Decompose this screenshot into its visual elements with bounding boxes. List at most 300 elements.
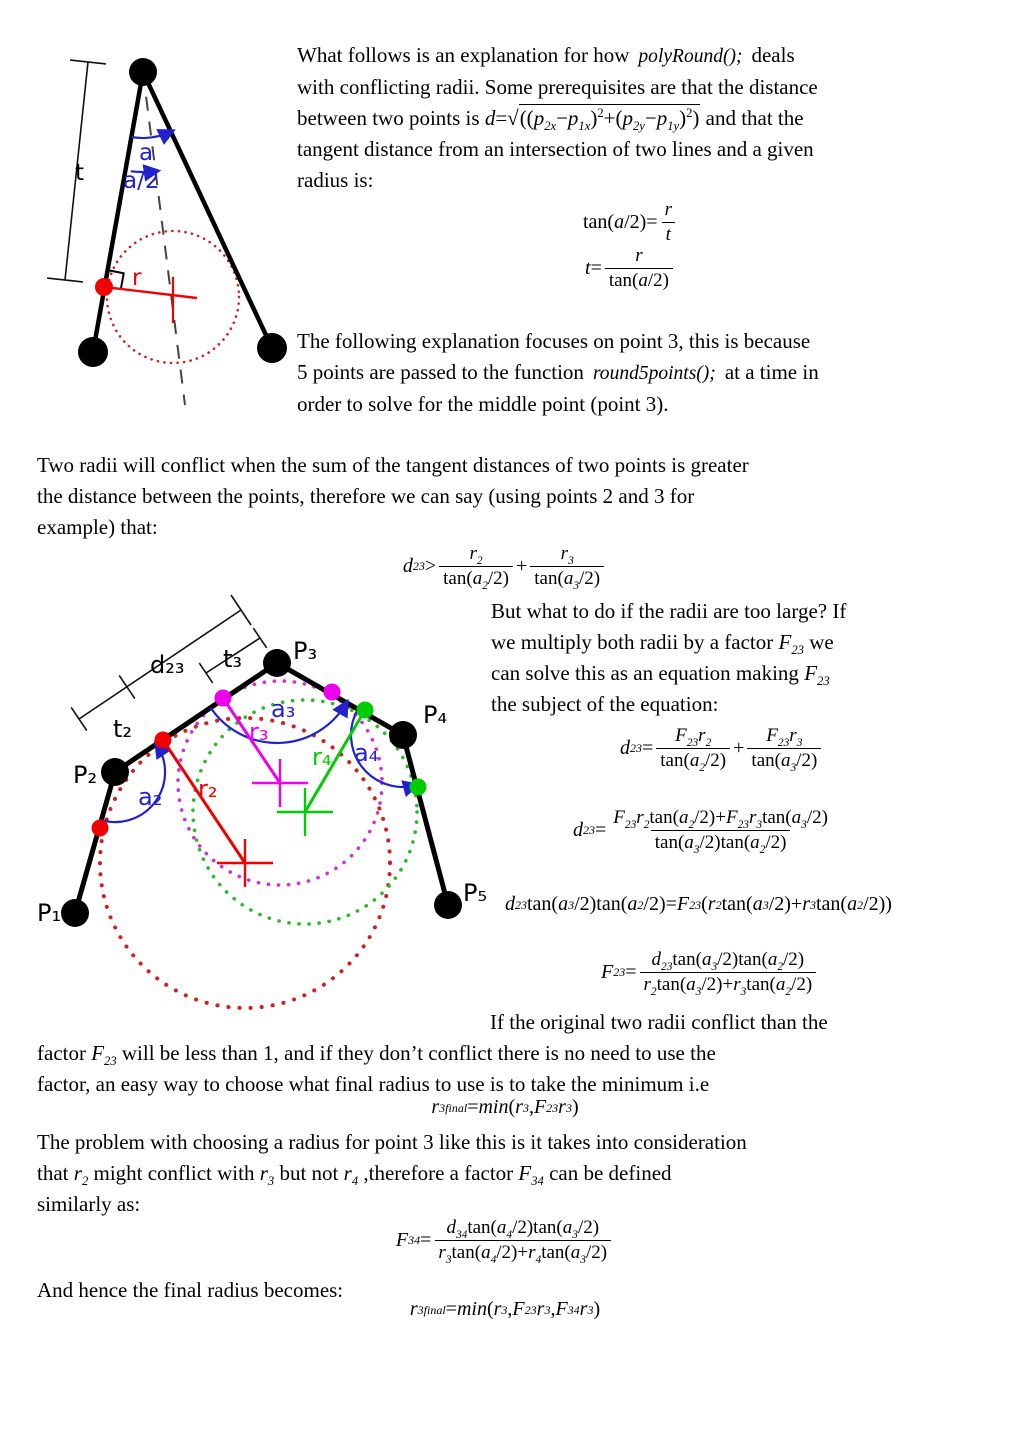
math-token: 2 (785, 985, 792, 998)
math-token (37, 1069, 716, 1100)
math-token: p (533, 106, 545, 130)
math-token: /2)+ (694, 807, 726, 828)
label-a4: a₄ (354, 739, 379, 767)
math-token: 3 (801, 818, 807, 831)
math-token: r (493, 1298, 502, 1320)
math-token: F (778, 630, 792, 654)
math-token: 2 (643, 818, 650, 831)
math-token: d (620, 736, 630, 759)
math-token: a (481, 1241, 491, 1263)
tangent-point-dot (410, 779, 427, 796)
label-a2: a₂ (138, 783, 163, 811)
math-token: tan( (451, 1241, 482, 1263)
label-d23: d₂₃ (150, 651, 185, 679)
math-token (747, 748, 821, 773)
math-token: and that the (700, 106, 804, 130)
vertex-dot (101, 758, 129, 786)
math-token: 23 (104, 1054, 117, 1069)
math-token: 2 (777, 960, 784, 973)
math-token: − (556, 106, 568, 130)
math-token: a (767, 949, 778, 970)
math-token: 2x (544, 119, 557, 134)
math-token: ( (701, 893, 708, 915)
math-token: tan( (534, 567, 564, 589)
label-t: t (75, 160, 85, 186)
math-token: the distance between the points, therefore we can say (using points 2 and 3 for (37, 484, 695, 508)
math-token: 3 (445, 1253, 452, 1266)
radius-line (104, 287, 197, 298)
math-token (297, 326, 819, 357)
math-token: 2 (81, 1174, 89, 1189)
math-token: a (689, 749, 700, 771)
math-token: tan( (672, 949, 702, 970)
math-token: tan( (467, 1217, 497, 1238)
math-token: 3 (693, 843, 700, 856)
math-token: 3 (711, 960, 718, 973)
math-token (297, 357, 819, 389)
math-token: /2) (585, 1241, 608, 1263)
math-token: 34 (531, 1174, 544, 1189)
math-token: 3 (695, 985, 702, 998)
math-token: r (707, 893, 716, 915)
vertex-dot (129, 58, 157, 86)
math-token (491, 689, 846, 720)
math-token: tan( (649, 807, 679, 828)
label-t2: t₂ (113, 715, 133, 743)
math-token: d (573, 818, 583, 841)
math-token: /2) (765, 831, 787, 853)
math-token: tangent distance from an intersection of two lines and a given (297, 137, 814, 161)
math-token: What follows is an explanation for how (297, 43, 630, 67)
math-token (656, 748, 730, 773)
math-token: d (446, 1217, 456, 1238)
math-token: F (804, 661, 818, 685)
math-token: /2) (705, 749, 727, 771)
math-token: 2 (650, 985, 657, 998)
math-token: r (515, 1096, 523, 1118)
math-token: 23 (737, 818, 749, 831)
math-token: , (507, 1298, 513, 1320)
label-p5: P₅ (463, 879, 488, 907)
math-token (434, 1216, 611, 1265)
math-token (491, 596, 846, 627)
formula-d23-expanded: d 23 = $\frac{F_{23}r_2\tan(a_2/2)+F_{23}r_3\tan(a_3/2)}{\tan(a_3/2)\tan(a_2/2)}$ (573, 806, 835, 855)
math-token: ) (692, 106, 700, 130)
math-token (747, 724, 821, 773)
math-token: 23 (624, 818, 637, 831)
math-token: a (638, 269, 648, 291)
formula-d23-inequality: d 23 > $\frac{r_2}{\tan(a_2/2)}$ + $\frac{r_3}{\tan(a_3/2)}$ (403, 542, 607, 591)
math-token (605, 268, 673, 293)
math-token (491, 658, 846, 689)
math-token: d (505, 893, 515, 915)
math-token (297, 389, 819, 420)
math-token: + (516, 554, 528, 577)
paragraph-focus (297, 326, 819, 420)
math-token: tan( (527, 893, 559, 915)
math-token: a (614, 210, 625, 233)
math-token: ( (508, 1096, 516, 1118)
math-token: 3 (573, 579, 580, 592)
math-token: d (651, 949, 662, 970)
math-token: we multiply both radii by a factor (491, 630, 779, 654)
math-token: /2)= (624, 210, 658, 233)
math-token: a (563, 567, 574, 589)
math-token: , (550, 1298, 556, 1320)
math-token (37, 1189, 747, 1220)
math-token: p (656, 106, 668, 130)
math-token (648, 948, 809, 972)
math-token: 23 (817, 674, 830, 689)
math-token: 3 (572, 1228, 578, 1241)
polyline-segment (93, 72, 143, 352)
math-token: similarly as: (37, 1192, 141, 1216)
math-token: F (533, 1096, 547, 1118)
math-token: might conflict with (88, 1161, 260, 1185)
math-token: ) (593, 1298, 601, 1320)
math-token: F (395, 1228, 409, 1251)
t2-dimension-tick (119, 675, 135, 698)
math-token: /2) (487, 567, 509, 589)
math-token: F (518, 1161, 532, 1185)
math-token: 23 (777, 736, 790, 749)
math-token: r (733, 973, 741, 995)
math-token: /2)= (643, 893, 677, 915)
label-a-half: a/2 (123, 168, 160, 194)
tangent-point-dot (215, 690, 232, 707)
math-token (661, 198, 676, 247)
math-token: Two radii will conflict when the sum of the tangent distances of two points is greater (37, 453, 749, 477)
math-token: If the original two radii conflict than the (490, 1010, 828, 1034)
math-token (661, 198, 676, 222)
math-token: r (73, 1161, 82, 1185)
math-token: a (847, 893, 858, 915)
math-token: the subject of the equation: (491, 692, 719, 716)
math-token: 2 (688, 818, 695, 831)
math-token: /2) (806, 807, 828, 828)
math-token (491, 627, 846, 658)
math-token: /2)tan( (512, 1217, 563, 1238)
math-token: − (644, 106, 657, 130)
math-token: > (424, 554, 437, 577)
math-token: r (431, 1096, 440, 1118)
math-token: between two points is (297, 106, 485, 130)
math-token: 2y (632, 119, 645, 134)
paragraph-factor-question (491, 596, 846, 720)
math-token: /2) (579, 567, 601, 589)
math-token: The following explanation focuses on point 3, this is because (297, 329, 811, 353)
math-token: r (409, 1298, 418, 1320)
math-token (37, 1275, 343, 1306)
math-token: r (438, 1241, 446, 1263)
math-token: = (495, 106, 508, 130)
math-token: t (585, 256, 591, 279)
tangent-point-dot (95, 278, 113, 296)
math-token: = (445, 1298, 457, 1320)
math-token (37, 1127, 747, 1158)
math-token: 2 (476, 554, 483, 567)
math-token (519, 104, 701, 134)
math-token: radius is: (297, 168, 374, 192)
math-token: d (484, 106, 496, 130)
math-token: a (472, 567, 483, 589)
paragraph-final-radius (37, 1275, 343, 1306)
math-token: a (558, 893, 569, 915)
math-token: tan( (541, 1241, 571, 1263)
math-token: that (37, 1161, 74, 1185)
math-token: ) (590, 106, 598, 130)
math-token: /2) (577, 1217, 600, 1238)
math-token: polyRound(); (638, 46, 743, 67)
math-token: /2)+ (768, 893, 803, 915)
math-token: min (478, 1096, 509, 1118)
math-token: F (555, 1298, 568, 1320)
math-token: a (752, 893, 763, 915)
math-token: 2 (482, 579, 488, 592)
math-token: r (528, 1241, 536, 1263)
vertex-dot (263, 649, 291, 677)
math-token: a (678, 807, 689, 828)
math-token: 4 (506, 1228, 513, 1241)
math-token (442, 1216, 603, 1240)
math-token (439, 542, 513, 591)
math-token: /2)tan( (717, 949, 768, 970)
math-token: a (562, 1217, 573, 1238)
formula-tangent (583, 198, 679, 247)
math-token: The problem with choosing a radius for point 3 like this is it takes into consideration (37, 1130, 747, 1154)
math-token: a (701, 949, 712, 970)
math-token: = (595, 818, 607, 841)
math-token: can solve this as an equation making (491, 661, 805, 685)
t3-dimension-tick (199, 663, 212, 683)
math-token: 2 (759, 843, 766, 856)
math-token: +( (603, 106, 623, 130)
math-token: round5points(); (592, 363, 716, 384)
math-token (640, 972, 817, 997)
polyline-segment (143, 72, 272, 348)
math-token (434, 1240, 611, 1265)
math-token: a (780, 749, 791, 771)
math-token: tan( (443, 567, 473, 589)
math-token: 2 (597, 106, 604, 120)
math-token (297, 72, 818, 103)
label-p4: P₄ (423, 701, 448, 729)
formula-r3final-min: r 3final = min ( r 3 , F 23 r 3 ) (431, 1096, 579, 1118)
math-token: 3 (740, 985, 747, 998)
math-token: /2)) (863, 893, 892, 915)
math-token (631, 244, 646, 268)
label-a: a (139, 140, 154, 166)
math-token: ( (486, 1298, 494, 1320)
math-token: 5 points are passed to the function (297, 360, 584, 384)
math-token: r (643, 973, 651, 995)
math-token: will be less than 1, and if they don’t conflict there is no need to use the (116, 1041, 716, 1065)
math-token: 1y (667, 119, 680, 134)
math-token: = (642, 736, 654, 759)
math-token (37, 1038, 716, 1069)
math-token (762, 724, 806, 748)
math-token: tan( (654, 831, 685, 853)
vertex-dot (434, 891, 462, 919)
math-token: = (625, 960, 637, 983)
label-p3: P₃ (293, 637, 318, 665)
math-token: 4 (490, 1253, 497, 1266)
math-token (37, 481, 749, 512)
math-token: F (91, 1041, 105, 1065)
label-r2: r₂ (198, 775, 218, 803)
math-token: 3 (267, 1174, 275, 1189)
polyline-radii-diagram (25, 593, 510, 1033)
math-token: /2)tan( (574, 893, 628, 915)
math-token: with conflicting radii. Some prerequisites are that the distance (297, 75, 818, 99)
formula-f23: F 23 = $\frac{d_{23}\tan(a_3/2)\tan(a_2/2)}{r_2\tan(a_3/2)+r_3\tan(a_2/2)}$ (601, 948, 819, 997)
math-token: a (791, 807, 802, 828)
math-token: r (789, 725, 797, 746)
math-token: r (536, 1298, 545, 1320)
formula-r3final-full: r 3final = min ( r 3 , F 23 r 3 , F 34 r 3 ) (409, 1298, 601, 1320)
math-token: ) (679, 106, 687, 130)
math-token: r (748, 807, 757, 828)
math-token: a (684, 831, 694, 853)
math-token: but not (274, 1161, 344, 1185)
math-token (530, 542, 604, 591)
tangent-point-dot (324, 684, 341, 701)
math-token: r (802, 893, 810, 915)
math-token: a (627, 893, 638, 915)
formula-f34: F 34 = $\frac{d_{34}\tan(a_4/2)\tan(a_3/2)}{r_3\tan(a_4/2)+r_4\tan(a_3/2)}$ (396, 1216, 614, 1265)
math-token: 3 (568, 554, 574, 567)
math-token: tan( (721, 893, 753, 915)
math-token (640, 948, 817, 997)
math-token: d (402, 554, 413, 577)
math-token: tan( (583, 210, 615, 233)
math-token: tan( (815, 893, 848, 915)
math-token: factor (37, 1041, 92, 1065)
math-token (297, 134, 818, 165)
math-token: min (456, 1298, 487, 1320)
math-token: 1x (578, 119, 591, 134)
math-token: /2) (647, 269, 669, 291)
math-token: r (259, 1161, 268, 1185)
math-token: /2) (783, 949, 805, 970)
math-token (37, 512, 749, 543)
math-token: (( (519, 106, 534, 130)
math-token: /2)+ (701, 973, 734, 995)
math-token: 2 (699, 761, 706, 774)
vertex-dot (78, 337, 108, 367)
math-token: example) that: (37, 515, 158, 539)
math-token (297, 103, 818, 134)
math-token (651, 830, 791, 855)
math-token: F (601, 960, 614, 983)
math-token: 3 (756, 818, 763, 831)
math-token: F (512, 1298, 525, 1320)
math-token: tan( (746, 973, 776, 995)
math-token (466, 542, 487, 566)
d23-dimension-tick (231, 595, 251, 625)
math-token: we (803, 630, 834, 654)
math-token (490, 1007, 828, 1038)
tangent-point-dot (155, 732, 172, 749)
math-token (671, 724, 715, 748)
paragraph-conflict (37, 450, 749, 543)
math-token: 4 (535, 1253, 542, 1266)
math-token: /2) (796, 749, 818, 771)
label-r: r (132, 265, 142, 291)
math-token: tan( (660, 749, 690, 771)
math-token: tan( (608, 269, 639, 291)
label-p2: P₂ (73, 761, 98, 789)
math-token: + (733, 736, 745, 759)
math-token: 3 (796, 736, 803, 749)
math-token: ,therefore a factor (358, 1161, 519, 1185)
math-token: p (622, 106, 633, 130)
formula-d23-factored: d 23 = $\frac{F_{23}r_2}{\tan(a_2/2)}$ + $\frac{F_{23}r_3}{\tan(a_3/2)}$ (620, 724, 824, 773)
math-token: tan( (762, 807, 792, 828)
math-token: r (635, 245, 643, 266)
math-token: r (469, 543, 477, 564)
math-token: 3 (790, 761, 797, 774)
math-token: , (528, 1096, 534, 1118)
math-token: a (775, 973, 786, 995)
math-token: at a time in (724, 360, 819, 384)
math-token: F (675, 725, 687, 746)
math-token: And hence the final radius becomes: (37, 1278, 344, 1302)
math-token (37, 450, 749, 481)
math-token: r (560, 543, 569, 564)
math-token: 3 (580, 1253, 586, 1266)
math-token: F (766, 725, 778, 746)
math-token: /2) (791, 973, 813, 995)
math-token (530, 566, 604, 591)
label-r4: r₄ (312, 743, 332, 771)
math-token: can be defined (543, 1161, 672, 1185)
label-a3: a₃ (271, 695, 296, 723)
math-token (297, 165, 818, 196)
math-token (609, 806, 832, 855)
paragraph-intro (297, 40, 818, 196)
math-token: order to solve for the middle point (point 3). (297, 392, 669, 416)
label-t3: t₃ (223, 645, 243, 673)
math-token: = (420, 1228, 432, 1251)
tangent-point-dot (92, 820, 109, 837)
math-token (37, 1158, 747, 1189)
math-token: √ (507, 106, 519, 130)
math-token: ) (571, 1096, 579, 1118)
math-token: r (579, 1298, 588, 1320)
paragraph-factor-result (37, 1038, 716, 1100)
math-token: 23 (661, 960, 673, 973)
math-token: tan( (656, 973, 687, 995)
paragraph-factor-result-line1 (490, 1007, 828, 1038)
math-token: 34 (455, 1228, 468, 1241)
vertex-dot (257, 333, 287, 363)
math-token: = (590, 256, 602, 279)
math-token (557, 542, 578, 566)
math-token: a (570, 1241, 581, 1263)
math-token: tan( (751, 749, 781, 771)
math-token: r (664, 199, 672, 220)
label-p1: P₁ (37, 899, 62, 927)
math-token: 23 (791, 643, 804, 658)
math-token: factor, an easy way to choose what final radius to use is to take the minimum i.e (37, 1072, 710, 1096)
tangent-distance-diagram (20, 8, 320, 420)
math-token (662, 222, 675, 247)
polyline-p1-p5 (75, 663, 448, 913)
math-token: F (725, 807, 738, 828)
math-token: r (698, 725, 706, 746)
math-token: r (343, 1161, 352, 1185)
